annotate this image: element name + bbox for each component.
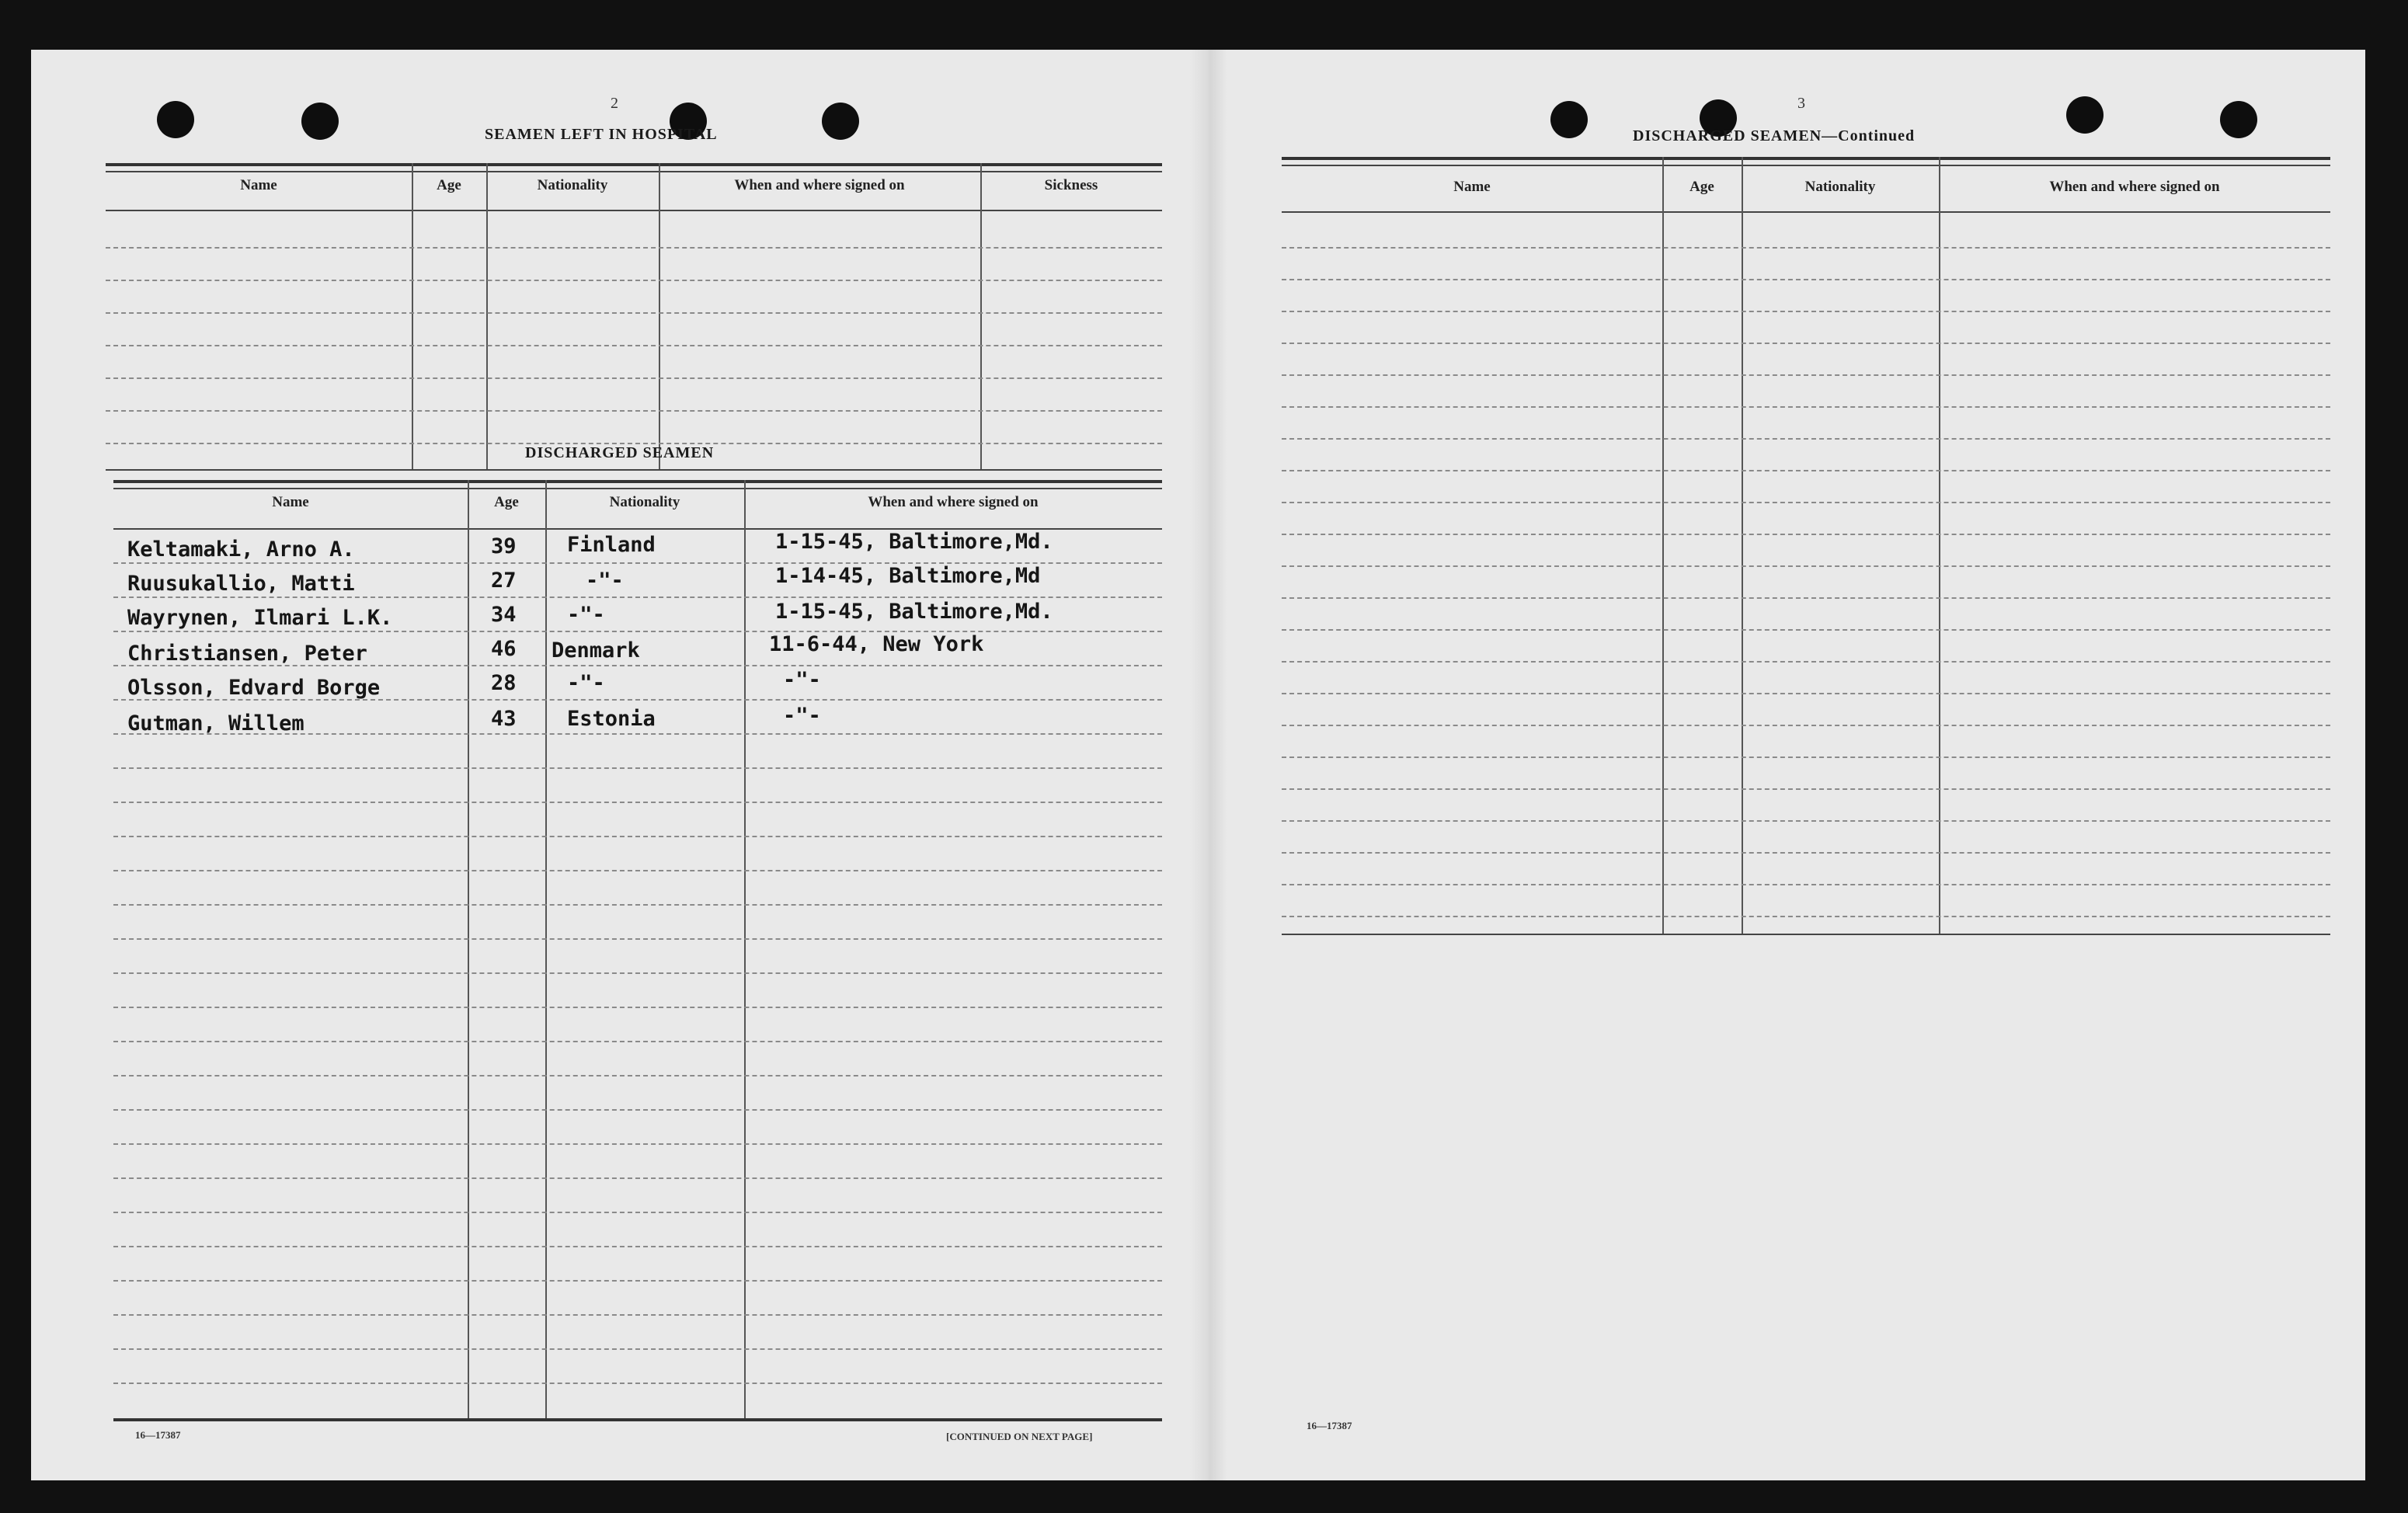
ruled-line: [113, 699, 1162, 701]
ruled-line: [113, 1383, 1162, 1384]
right-section-title: DISCHARGED SEAMEN—Continued: [1633, 127, 1916, 144]
ruled-line: [1282, 502, 2330, 503]
ruled-line: [1282, 693, 2330, 694]
ruled-line: [113, 972, 1162, 974]
seaman-signed-on: 1-15-45, Baltimore,Md.: [775, 530, 1053, 554]
punch-hole: [2066, 96, 2104, 134]
seaman-name: Ruusukallio, Matti: [127, 572, 355, 596]
seaman-name: Keltamaki, Arno A.: [127, 537, 355, 562]
seaman-age: 34: [491, 603, 517, 627]
ruled-line: [113, 1109, 1162, 1111]
ruled-line: [113, 1075, 1162, 1076]
ruled-line: [113, 1212, 1162, 1213]
ruled-line: [113, 1177, 1162, 1179]
seaman-age: 28: [491, 671, 517, 695]
left-form-number: 16—17387: [135, 1429, 181, 1441]
ruled-line: [113, 1314, 1162, 1316]
ruled-line: [113, 836, 1162, 837]
seaman-name: Gutman, Willem: [127, 711, 304, 736]
ruled-line: [1282, 852, 2330, 854]
seaman-name: Wayrynen, Ilmari L.K.: [127, 606, 393, 630]
ruled-line: [113, 1246, 1162, 1247]
seaman-age: 39: [491, 534, 517, 558]
seaman-signed-on: 1-14-45, Baltimore,Md: [775, 564, 1041, 588]
ruled-line: [1282, 884, 2330, 885]
seaman-nationality: Finland: [567, 533, 656, 557]
hospital-col-sickness: Sickness: [1044, 177, 1098, 193]
seaman-name: Olsson, Edvard Borge: [127, 676, 381, 700]
ruled-line: [113, 1143, 1162, 1145]
right-col-name: Name: [1453, 179, 1491, 195]
ruled-line: [113, 938, 1162, 940]
ruled-line: [113, 562, 1162, 564]
hospital-col-nationality: Nationality: [537, 177, 608, 193]
right-page-number: 3: [1797, 95, 1805, 112]
ruled-line: [1282, 534, 2330, 535]
seaman-nationality: -"-: [567, 603, 605, 627]
hospital-col-name: Name: [240, 177, 277, 193]
seaman-name: Christiansen, Peter: [127, 642, 367, 666]
hospital-section-title: SEAMEN LEFT IN HOSPITAL: [485, 126, 718, 143]
ruled-line: [1282, 788, 2330, 790]
seaman-age: 46: [491, 637, 517, 661]
right-form-number: 16—17387: [1307, 1420, 1352, 1431]
seaman-nationality: Estonia: [567, 707, 656, 731]
punch-hole: [1550, 101, 1588, 138]
ruled-line: [113, 631, 1162, 632]
discharged-col-age: Age: [494, 494, 519, 510]
hospital-col-age: Age: [437, 177, 461, 193]
ruled-line: [1282, 756, 2330, 758]
seaman-signed-on: -"-: [783, 668, 821, 692]
hospital-col-signed-on: When and where signed on: [734, 177, 905, 193]
seaman-age: 43: [491, 707, 517, 731]
ruled-line: [113, 870, 1162, 871]
ruled-line: [1282, 820, 2330, 822]
ruled-line: [1282, 311, 2330, 312]
discharged-section-title: DISCHARGED SEAMEN: [525, 444, 715, 461]
seaman-signed-on: 1-15-45, Baltimore,Md.: [775, 600, 1053, 624]
ruled-line: [113, 733, 1162, 735]
right-col-age: Age: [1689, 179, 1714, 195]
left-page-number: 2: [611, 95, 618, 112]
ruled-line: [1282, 343, 2330, 344]
ruled-line: [1282, 247, 2330, 249]
ruled-line: [1282, 629, 2330, 631]
ruled-line: [1282, 279, 2330, 280]
ruled-line: [113, 597, 1162, 598]
seaman-nationality: Denmark: [552, 638, 640, 663]
ruled-line: [113, 1348, 1162, 1350]
document-scan: [31, 50, 2365, 1480]
page-gutter: [1190, 50, 1227, 1480]
right-col-signed-on: When and where signed on: [2049, 179, 2220, 195]
ruled-line: [1282, 438, 2330, 440]
ruled-line: [1282, 406, 2330, 408]
ruled-line: [1282, 565, 2330, 567]
discharged-col-signed-on: When and where signed on: [868, 494, 1039, 510]
punch-hole: [157, 101, 194, 138]
seaman-nationality: -"-: [586, 569, 624, 593]
seaman-signed-on: 11-6-44, New York: [769, 632, 984, 656]
punch-hole: [2220, 101, 2257, 138]
ruled-line: [1282, 597, 2330, 599]
right-col-nationality: Nationality: [1804, 179, 1876, 195]
continued-note: [CONTINUED ON NEXT PAGE]: [946, 1431, 1093, 1442]
punch-hole: [822, 103, 859, 140]
ruled-line: [113, 767, 1162, 769]
ruled-line: [113, 904, 1162, 906]
punch-hole: [301, 103, 339, 140]
ruled-line: [113, 1280, 1162, 1282]
ruled-line: [1282, 470, 2330, 471]
discharged-col-name: Name: [272, 494, 309, 510]
ruled-line: [1282, 725, 2330, 726]
discharged-col-nationality: Nationality: [609, 494, 680, 510]
ruled-line: [1282, 374, 2330, 376]
ruled-line: [113, 1007, 1162, 1008]
seaman-nationality: -"-: [567, 671, 605, 695]
ruled-line: [1282, 916, 2330, 917]
seaman-age: 27: [491, 569, 517, 593]
ruled-line: [113, 665, 1162, 666]
ruled-line: [113, 1041, 1162, 1042]
ruled-line: [1282, 661, 2330, 663]
seaman-signed-on: -"-: [783, 704, 821, 728]
ruled-line: [113, 802, 1162, 803]
